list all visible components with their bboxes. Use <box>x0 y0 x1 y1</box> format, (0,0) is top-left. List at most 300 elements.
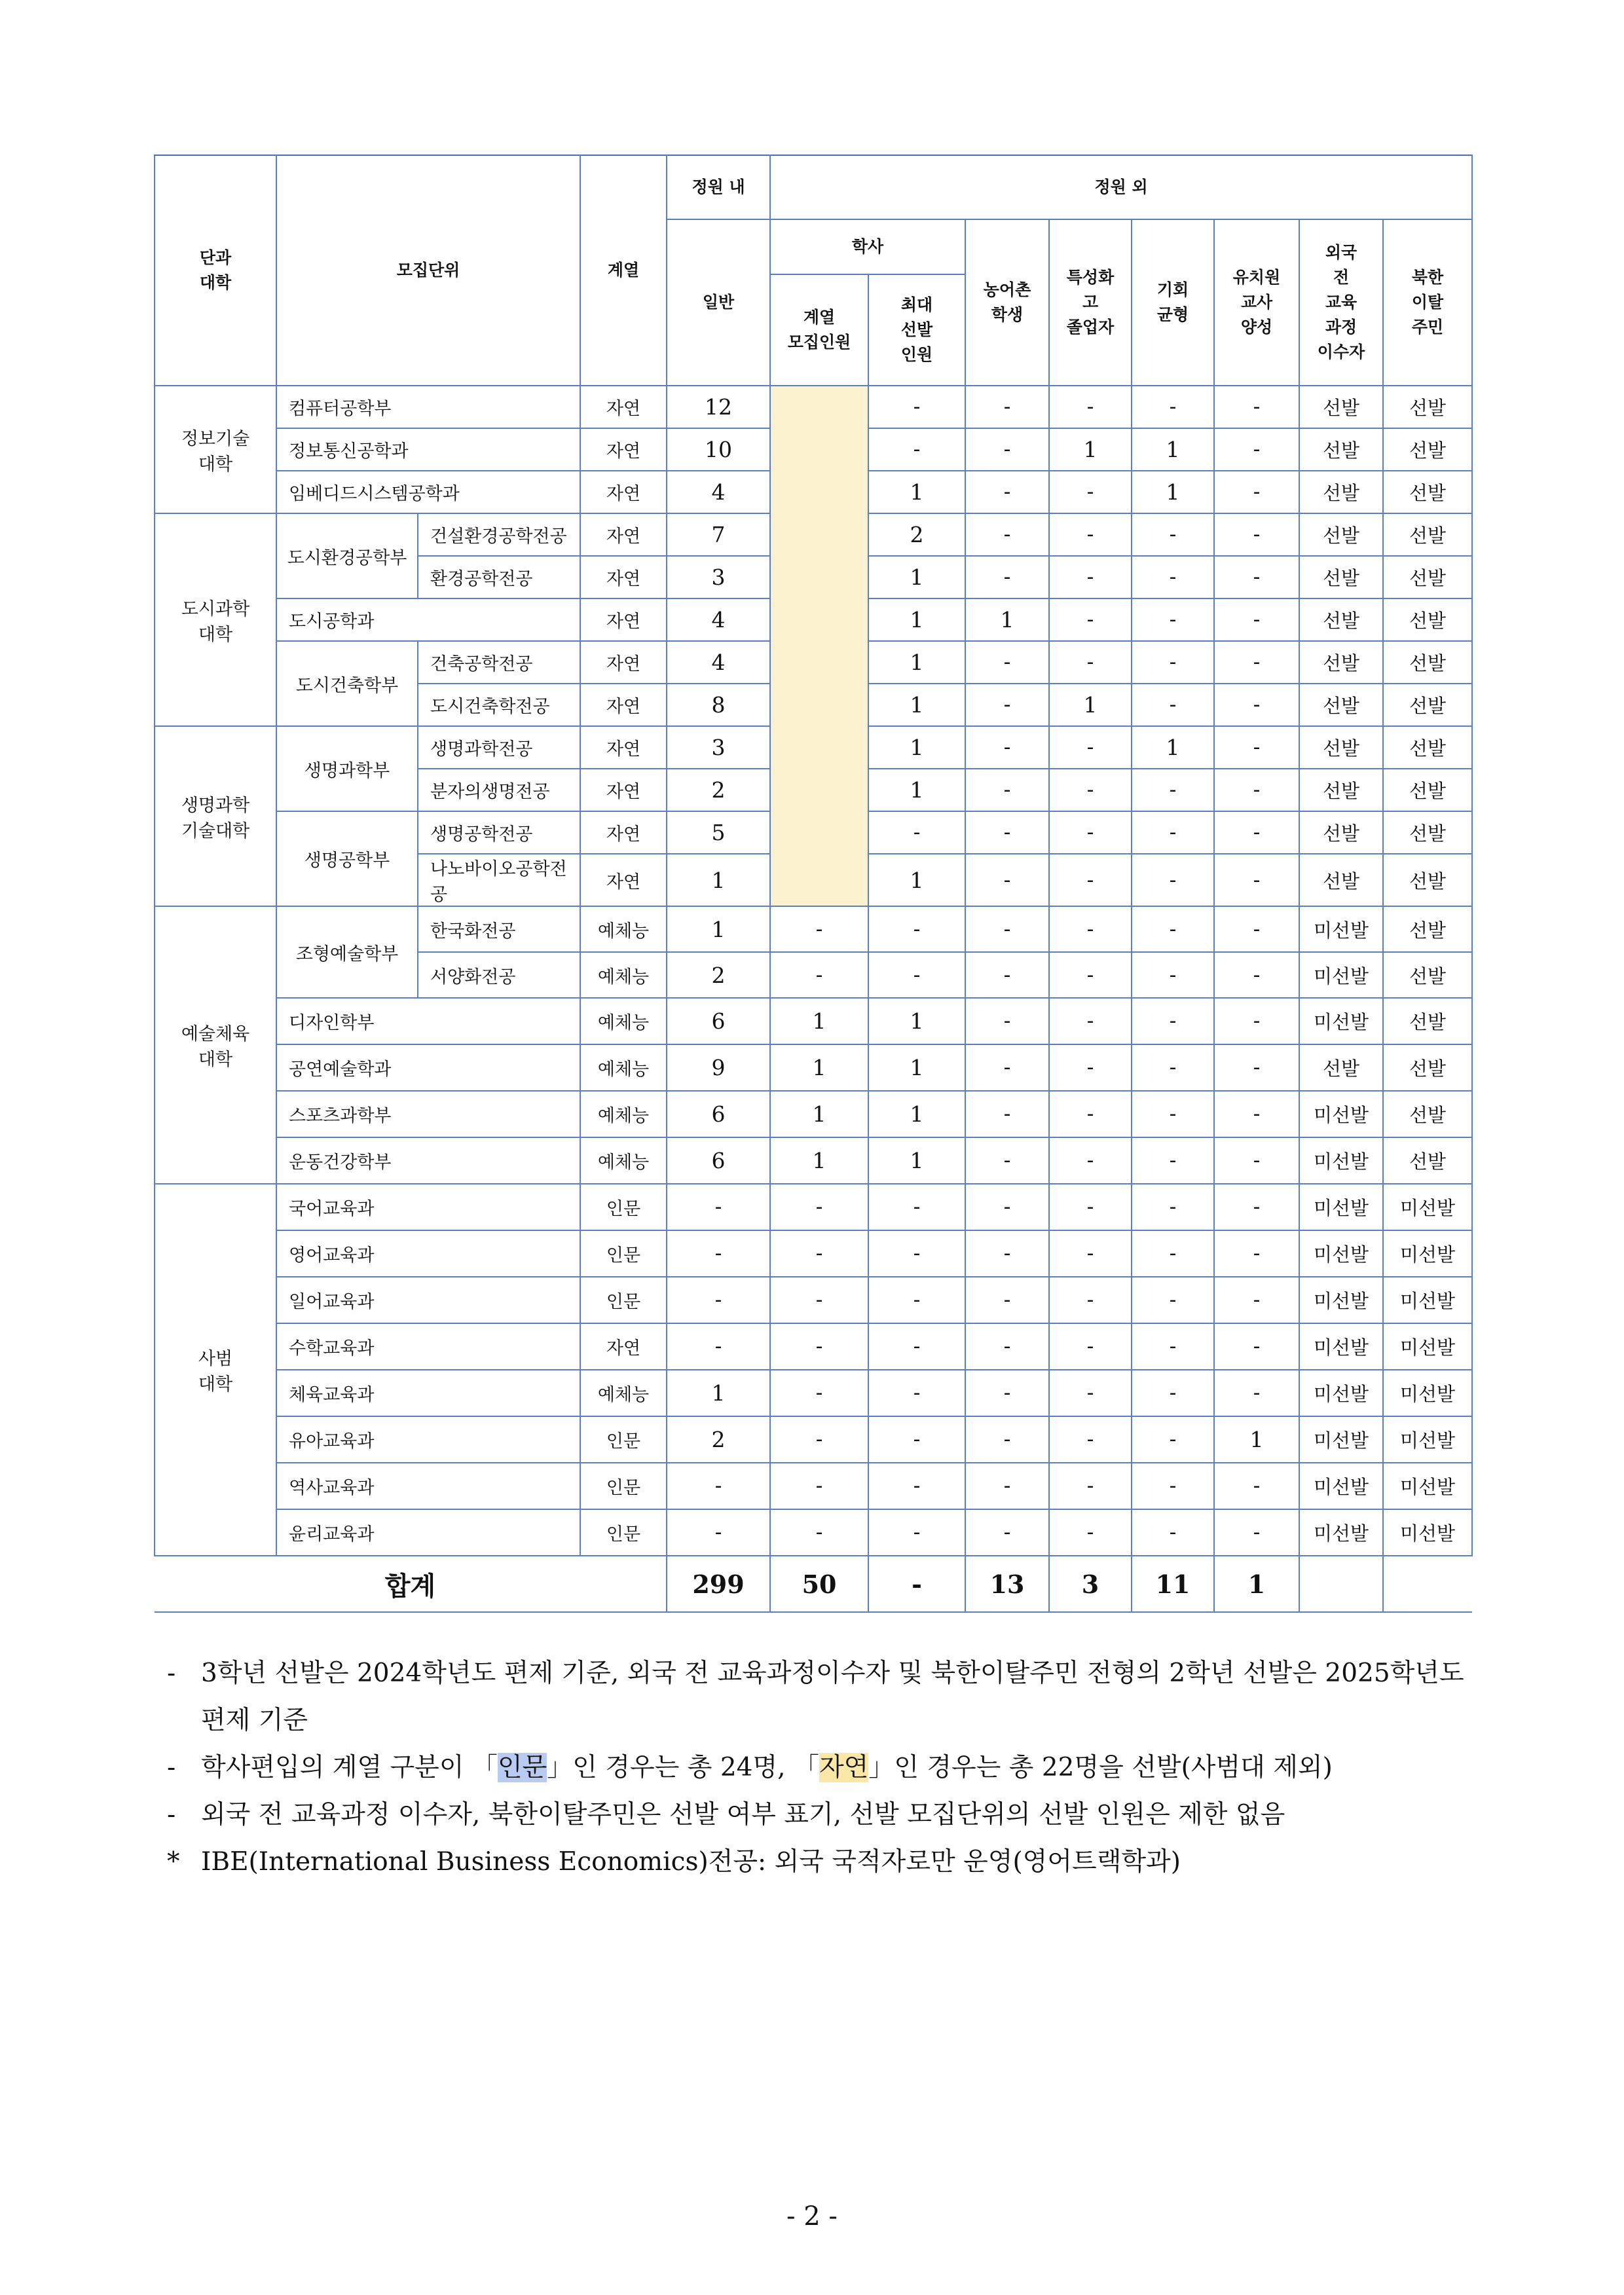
opp-cell: - <box>1132 1463 1214 1509</box>
rural-cell: - <box>965 1137 1049 1184</box>
general-cell: - <box>667 1509 770 1556</box>
kind-cell: - <box>1214 1091 1299 1137</box>
track-cell: 자연 <box>580 1323 667 1370</box>
defector-cell: 미선발 <box>1383 1509 1472 1556</box>
track-cell: 인문 <box>580 1230 667 1277</box>
kind-cell: - <box>1214 641 1299 684</box>
note-1 <box>167 1650 1477 1744</box>
recruit-cell: - <box>770 906 868 952</box>
foreign-cell: 미선발 <box>1299 1416 1383 1463</box>
opp-cell: - <box>1132 769 1214 811</box>
recruit-cell: 1 <box>770 998 868 1044</box>
table-row <box>155 1230 1472 1277</box>
defector-cell: 선발 <box>1383 1091 1472 1137</box>
track-cell: 자연 <box>580 386 667 428</box>
opp-cell: - <box>1132 1091 1214 1137</box>
unit-cell: 생명과학전공 <box>418 726 580 769</box>
opp-cell: - <box>1132 556 1214 598</box>
header-track: 계열 <box>580 155 667 386</box>
defector-cell: 선발 <box>1383 556 1472 598</box>
rural-cell: - <box>965 1277 1049 1323</box>
general-cell: 3 <box>667 726 770 769</box>
foreign-cell: 미선발 <box>1299 1509 1383 1556</box>
general-cell: 3 <box>667 556 770 598</box>
defector-cell: 선발 <box>1383 906 1472 952</box>
rural-cell: - <box>965 1184 1049 1230</box>
max-cell: 1 <box>868 854 965 906</box>
unit-cell: 유아교육과 <box>276 1416 580 1463</box>
rural-cell: - <box>965 1370 1049 1416</box>
general-cell: 12 <box>667 386 770 428</box>
kind-cell: - <box>1214 952 1299 998</box>
header-quota-out: 정원 외 <box>770 155 1472 219</box>
kind-cell: - <box>1214 428 1299 471</box>
table-row <box>155 1323 1472 1370</box>
rural-cell: - <box>965 769 1049 811</box>
kind-cell: - <box>1214 684 1299 726</box>
recruit-cell: - <box>770 1416 868 1463</box>
general-cell: 4 <box>667 471 770 513</box>
unit-cell: 나노바이오공학전공 <box>418 854 580 906</box>
defector-cell: 선발 <box>1383 598 1472 641</box>
spec-cell: - <box>1049 471 1132 513</box>
foreign-cell: 미선발 <box>1299 1370 1383 1416</box>
rural-cell: - <box>965 684 1049 726</box>
opp-cell: - <box>1132 811 1214 854</box>
rural-cell: - <box>965 556 1049 598</box>
spec-cell: 1 <box>1049 428 1132 471</box>
max-cell: - <box>868 1323 965 1370</box>
total-max: - <box>868 1556 965 1612</box>
track-cell: 인문 <box>580 1184 667 1230</box>
kind-cell: - <box>1214 1509 1299 1556</box>
defector-cell: 선발 <box>1383 1137 1472 1184</box>
general-cell: 5 <box>667 811 770 854</box>
track-cell: 자연 <box>580 684 667 726</box>
kind-cell: - <box>1214 1277 1299 1323</box>
defector-cell: 선발 <box>1383 1044 1472 1091</box>
total-general: 299 <box>667 1556 770 1612</box>
general-cell: 6 <box>667 998 770 1044</box>
max-cell: - <box>868 1370 965 1416</box>
spec-cell: - <box>1049 854 1132 906</box>
table-row <box>155 998 1472 1044</box>
college-cell: 사범 대학 <box>155 1184 276 1556</box>
spec-cell: - <box>1049 1509 1132 1556</box>
spec-cell: - <box>1049 1370 1132 1416</box>
highlight-humanities: 인문 <box>497 1753 547 1782</box>
opp-cell: - <box>1132 684 1214 726</box>
foreign-cell: 선발 <box>1299 684 1383 726</box>
unit-cell: 건설환경공학전공 <box>418 513 580 556</box>
general-cell: 4 <box>667 598 770 641</box>
note-3 <box>167 1791 1477 1839</box>
recruit-cell: - <box>770 1184 868 1230</box>
recruit-cell: - <box>770 1509 868 1556</box>
kind-cell: - <box>1214 513 1299 556</box>
general-cell: 2 <box>667 769 770 811</box>
opp-cell: - <box>1132 1416 1214 1463</box>
unit-cell: 역사교육과 <box>276 1463 580 1509</box>
unit-cell: 정보통신공학과 <box>276 428 580 471</box>
rural-cell: - <box>965 428 1049 471</box>
foreign-cell: 미선발 <box>1299 998 1383 1044</box>
rural-cell: - <box>965 386 1049 428</box>
max-cell: - <box>868 1509 965 1556</box>
kind-cell: - <box>1214 1323 1299 1370</box>
unit-cell: 한국화전공 <box>418 906 580 952</box>
defector-cell: 미선발 <box>1383 1323 1472 1370</box>
recruit-cell: - <box>770 1463 868 1509</box>
note-bullet: - <box>167 1753 176 1782</box>
max-cell: 2 <box>868 513 965 556</box>
total-spec: 3 <box>1049 1556 1132 1612</box>
group-cell: 생명공학부 <box>276 811 418 906</box>
track-cell: 인문 <box>580 1416 667 1463</box>
spec-cell: 1 <box>1049 684 1132 726</box>
total-defector <box>1383 1556 1472 1612</box>
unit-cell: 생명공학전공 <box>418 811 580 854</box>
general-cell: 7 <box>667 513 770 556</box>
table-row <box>155 1509 1472 1556</box>
rural-cell: - <box>965 513 1049 556</box>
note-bullet: - <box>167 1659 176 1688</box>
track-cell: 자연 <box>580 769 667 811</box>
group-cell: 생명과학부 <box>276 726 418 811</box>
note-text: 」인 경우는 총 24명, 「 <box>547 1753 819 1782</box>
spec-cell: - <box>1049 513 1132 556</box>
unit-cell: 디자인학부 <box>276 998 580 1044</box>
highlight-natural: 자연 <box>819 1753 869 1782</box>
foreign-cell: 미선발 <box>1299 1323 1383 1370</box>
spec-cell: - <box>1049 811 1132 854</box>
foreign-cell: 미선발 <box>1299 1137 1383 1184</box>
opp-cell: - <box>1132 1277 1214 1323</box>
note-2 <box>167 1744 1477 1791</box>
max-cell: 1 <box>868 684 965 726</box>
rural-cell: - <box>965 906 1049 952</box>
track-cell: 예체능 <box>580 1137 667 1184</box>
kind-cell: - <box>1214 1137 1299 1184</box>
kind-cell: - <box>1214 726 1299 769</box>
max-cell: - <box>868 1230 965 1277</box>
unit-cell: 일어교육과 <box>276 1277 580 1323</box>
kind-cell: - <box>1214 1184 1299 1230</box>
recruit-cell: 1 <box>770 1137 868 1184</box>
college-cell: 정보기술 대학 <box>155 386 276 513</box>
defector-cell: 선발 <box>1383 684 1472 726</box>
opp-cell: 1 <box>1132 471 1214 513</box>
spec-cell: - <box>1049 1230 1132 1277</box>
defector-cell: 미선발 <box>1383 1463 1472 1509</box>
rural-cell: - <box>965 1044 1049 1091</box>
track-cell: 예체능 <box>580 906 667 952</box>
general-cell: 6 <box>667 1137 770 1184</box>
opp-cell: - <box>1132 1137 1214 1184</box>
rural-cell: - <box>965 1091 1049 1137</box>
unit-cell: 국어교육과 <box>276 1184 580 1230</box>
recruit-cell: - <box>770 1230 868 1277</box>
college-cell: 예술체육 대학 <box>155 906 276 1184</box>
max-cell: - <box>868 906 965 952</box>
opp-cell: - <box>1132 1370 1214 1416</box>
kind-cell: - <box>1214 1044 1299 1091</box>
kind-cell: - <box>1214 998 1299 1044</box>
recruit-cell: 1 <box>770 1091 868 1137</box>
opp-cell: - <box>1132 641 1214 684</box>
opp-cell: - <box>1132 1230 1214 1277</box>
spec-cell: - <box>1049 1277 1132 1323</box>
track-cell: 자연 <box>580 428 667 471</box>
foreign-cell: 선발 <box>1299 428 1383 471</box>
unit-cell: 임베디드시스템공학과 <box>276 471 580 513</box>
page-number: - 2 - <box>786 2201 838 2231</box>
track-cell: 자연 <box>580 598 667 641</box>
track-cell: 인문 <box>580 1463 667 1509</box>
unit-cell: 수학교육과 <box>276 1323 580 1370</box>
table-row <box>155 1091 1472 1137</box>
opp-cell: - <box>1132 1509 1214 1556</box>
recruit-cell: - <box>770 1370 868 1416</box>
max-cell: 1 <box>868 1137 965 1184</box>
table-row <box>155 386 1472 428</box>
total-foreign <box>1299 1556 1383 1612</box>
group-cell: 조형예술학부 <box>276 906 418 998</box>
total-row <box>155 1556 1472 1612</box>
header-unit: 모집단위 <box>276 155 580 386</box>
header-college: 단과 대학 <box>155 155 276 386</box>
foreign-cell: 선발 <box>1299 598 1383 641</box>
general-cell: 4 <box>667 641 770 684</box>
kind-cell: - <box>1214 811 1299 854</box>
header-max-select: 최대 선발 인원 <box>868 274 965 386</box>
defector-cell: 미선발 <box>1383 1370 1472 1416</box>
kind-cell: - <box>1214 598 1299 641</box>
unit-cell: 서양화전공 <box>418 952 580 998</box>
general-cell: 8 <box>667 684 770 726</box>
general-cell: 1 <box>667 854 770 906</box>
foreign-cell: 선발 <box>1299 1044 1383 1091</box>
total-label: 합계 <box>155 1556 667 1612</box>
defector-cell: 미선발 <box>1383 1277 1472 1323</box>
spec-cell: - <box>1049 998 1132 1044</box>
unit-cell: 환경공학전공 <box>418 556 580 598</box>
unit-cell: 체육교육과 <box>276 1370 580 1416</box>
note-text: 외국 전 교육과정 이수자, 북한이탈주민은 선발 여부 표기, 선발 모집단위의 선발 인원은 제한 없음 <box>201 1800 1285 1829</box>
general-cell: 6 <box>667 1091 770 1137</box>
note-text: IBE(International Business Economics)전공: 외국 국적자로만 운영(영어트랙학과) <box>201 1847 1181 1877</box>
note-text: 학사편입의 계열 구분이 「 <box>201 1753 498 1782</box>
kind-cell: - <box>1214 1463 1299 1509</box>
max-cell: - <box>868 428 965 471</box>
header-specialized: 특성화 고 졸업자 <box>1049 219 1132 386</box>
foreign-cell: 선발 <box>1299 726 1383 769</box>
max-cell: 1 <box>868 471 965 513</box>
opp-cell: - <box>1132 854 1214 906</box>
unit-cell: 운동건강학부 <box>276 1137 580 1184</box>
track-cell: 예체능 <box>580 1091 667 1137</box>
max-cell: - <box>868 1277 965 1323</box>
rural-cell: - <box>965 1230 1049 1277</box>
foreign-cell: 미선발 <box>1299 1277 1383 1323</box>
max-cell: 1 <box>868 1091 965 1137</box>
unit-cell: 컴퓨터공학부 <box>276 386 580 428</box>
note-text: 」인 경우는 총 22명을 선발(사범대 제외) <box>868 1753 1333 1782</box>
table-row <box>155 1137 1472 1184</box>
foreign-cell: 미선발 <box>1299 1091 1383 1137</box>
defector-cell: 선발 <box>1383 513 1472 556</box>
rural-cell: 1 <box>965 598 1049 641</box>
header-opportunity: 기회 균형 <box>1132 219 1214 386</box>
unit-cell: 도시공학과 <box>276 598 580 641</box>
defector-cell: 선발 <box>1383 952 1472 998</box>
spec-cell: - <box>1049 598 1132 641</box>
kind-cell: - <box>1214 471 1299 513</box>
general-cell: 9 <box>667 1044 770 1091</box>
defector-cell: 선발 <box>1383 769 1472 811</box>
opp-cell: - <box>1132 598 1214 641</box>
general-cell: 2 <box>667 952 770 998</box>
foreign-cell: 선발 <box>1299 641 1383 684</box>
rural-cell: - <box>965 998 1049 1044</box>
kind-cell: 1 <box>1214 1416 1299 1463</box>
general-cell: 10 <box>667 428 770 471</box>
foreign-cell: 미선발 <box>1299 906 1383 952</box>
max-cell: - <box>868 952 965 998</box>
header-quota-in: 정원 내 <box>667 155 770 219</box>
defector-cell: 선발 <box>1383 726 1472 769</box>
header-defector: 북한 이탈 주민 <box>1383 219 1472 386</box>
unit-cell: 윤리교육과 <box>276 1509 580 1556</box>
kind-cell: - <box>1214 854 1299 906</box>
spec-cell: - <box>1049 1416 1132 1463</box>
track-cell: 예체능 <box>580 998 667 1044</box>
defector-cell: 미선발 <box>1383 1416 1472 1463</box>
track-recruit-highlight <box>770 386 868 906</box>
opp-cell: - <box>1132 1323 1214 1370</box>
general-cell: 2 <box>667 1416 770 1463</box>
group-cell: 도시환경공학부 <box>276 513 418 598</box>
rural-cell: - <box>965 1323 1049 1370</box>
spec-cell: - <box>1049 952 1132 998</box>
foreign-cell: 미선발 <box>1299 952 1383 998</box>
max-cell: - <box>868 1416 965 1463</box>
opp-cell: - <box>1132 513 1214 556</box>
header-rural: 농어촌 학생 <box>965 219 1049 386</box>
kind-cell: - <box>1214 1230 1299 1277</box>
spec-cell: - <box>1049 1091 1132 1137</box>
track-cell: 자연 <box>580 641 667 684</box>
rural-cell: - <box>965 1463 1049 1509</box>
general-cell: - <box>667 1230 770 1277</box>
defector-cell: 선발 <box>1383 386 1472 428</box>
college-cell: 생명과학 기술대학 <box>155 726 276 906</box>
max-cell: - <box>868 811 965 854</box>
total-rural: 13 <box>965 1556 1049 1612</box>
track-cell: 예체능 <box>580 952 667 998</box>
foreign-cell: 선발 <box>1299 811 1383 854</box>
unit-cell: 공연예술학과 <box>276 1044 580 1091</box>
opp-cell: 1 <box>1132 428 1214 471</box>
rural-cell: - <box>965 952 1049 998</box>
header-kindergarten: 유치원 교사 양성 <box>1214 219 1299 386</box>
foreign-cell: 선발 <box>1299 769 1383 811</box>
table-row <box>155 1277 1472 1323</box>
max-cell: 1 <box>868 726 965 769</box>
spec-cell: - <box>1049 726 1132 769</box>
rural-cell: - <box>965 1416 1049 1463</box>
table-row <box>155 1463 1472 1509</box>
opp-cell: - <box>1132 998 1214 1044</box>
spec-cell: - <box>1049 769 1132 811</box>
note-4 <box>167 1839 1477 1886</box>
max-cell: 1 <box>868 556 965 598</box>
total-kind: 1 <box>1214 1556 1299 1612</box>
defector-cell: 미선발 <box>1383 1184 1472 1230</box>
rural-cell: - <box>965 1509 1049 1556</box>
max-cell: - <box>868 1463 965 1509</box>
defector-cell: 미선발 <box>1383 1230 1472 1277</box>
recruit-cell: - <box>770 952 868 998</box>
total-recruit: 50 <box>770 1556 868 1612</box>
unit-cell: 영어교육과 <box>276 1230 580 1277</box>
max-cell: 1 <box>868 598 965 641</box>
track-cell: 예체능 <box>580 1044 667 1091</box>
general-cell: - <box>667 1323 770 1370</box>
max-cell: 1 <box>868 998 965 1044</box>
track-cell: 자연 <box>580 513 667 556</box>
recruit-cell: - <box>770 1277 868 1323</box>
kind-cell: - <box>1214 1370 1299 1416</box>
rural-cell: - <box>965 811 1049 854</box>
general-cell: - <box>667 1463 770 1509</box>
rural-cell: - <box>965 641 1049 684</box>
opp-cell: - <box>1132 952 1214 998</box>
track-cell: 인문 <box>580 1509 667 1556</box>
spec-cell: - <box>1049 641 1132 684</box>
general-cell: 1 <box>667 1370 770 1416</box>
kind-cell: - <box>1214 386 1299 428</box>
track-cell: 예체능 <box>580 1370 667 1416</box>
kind-cell: - <box>1214 556 1299 598</box>
kind-cell: - <box>1214 906 1299 952</box>
total-opp: 11 <box>1132 1556 1214 1612</box>
header-bachelor: 학사 <box>770 219 965 274</box>
spec-cell: - <box>1049 556 1132 598</box>
track-cell: 자연 <box>580 726 667 769</box>
table-row <box>155 906 1472 952</box>
track-cell: 인문 <box>580 1277 667 1323</box>
max-cell: - <box>868 386 965 428</box>
spec-cell: - <box>1049 906 1132 952</box>
rural-cell: - <box>965 471 1049 513</box>
defector-cell: 선발 <box>1383 428 1472 471</box>
foreign-cell: 미선발 <box>1299 1230 1383 1277</box>
header-general: 일반 <box>667 219 770 386</box>
header-track-recruit: 계열 모집인원 <box>770 274 868 386</box>
defector-cell: 선발 <box>1383 641 1472 684</box>
spec-cell: - <box>1049 1463 1132 1509</box>
track-cell: 자연 <box>580 811 667 854</box>
opp-cell: - <box>1132 1184 1214 1230</box>
rural-cell: - <box>965 854 1049 906</box>
table-row <box>155 1370 1472 1416</box>
table-row <box>155 1184 1472 1230</box>
header-foreign: 외국 전 교육 과정 이수자 <box>1299 219 1383 386</box>
opp-cell: 1 <box>1132 726 1214 769</box>
unit-cell: 건축공학전공 <box>418 641 580 684</box>
foreign-cell: 선발 <box>1299 386 1383 428</box>
